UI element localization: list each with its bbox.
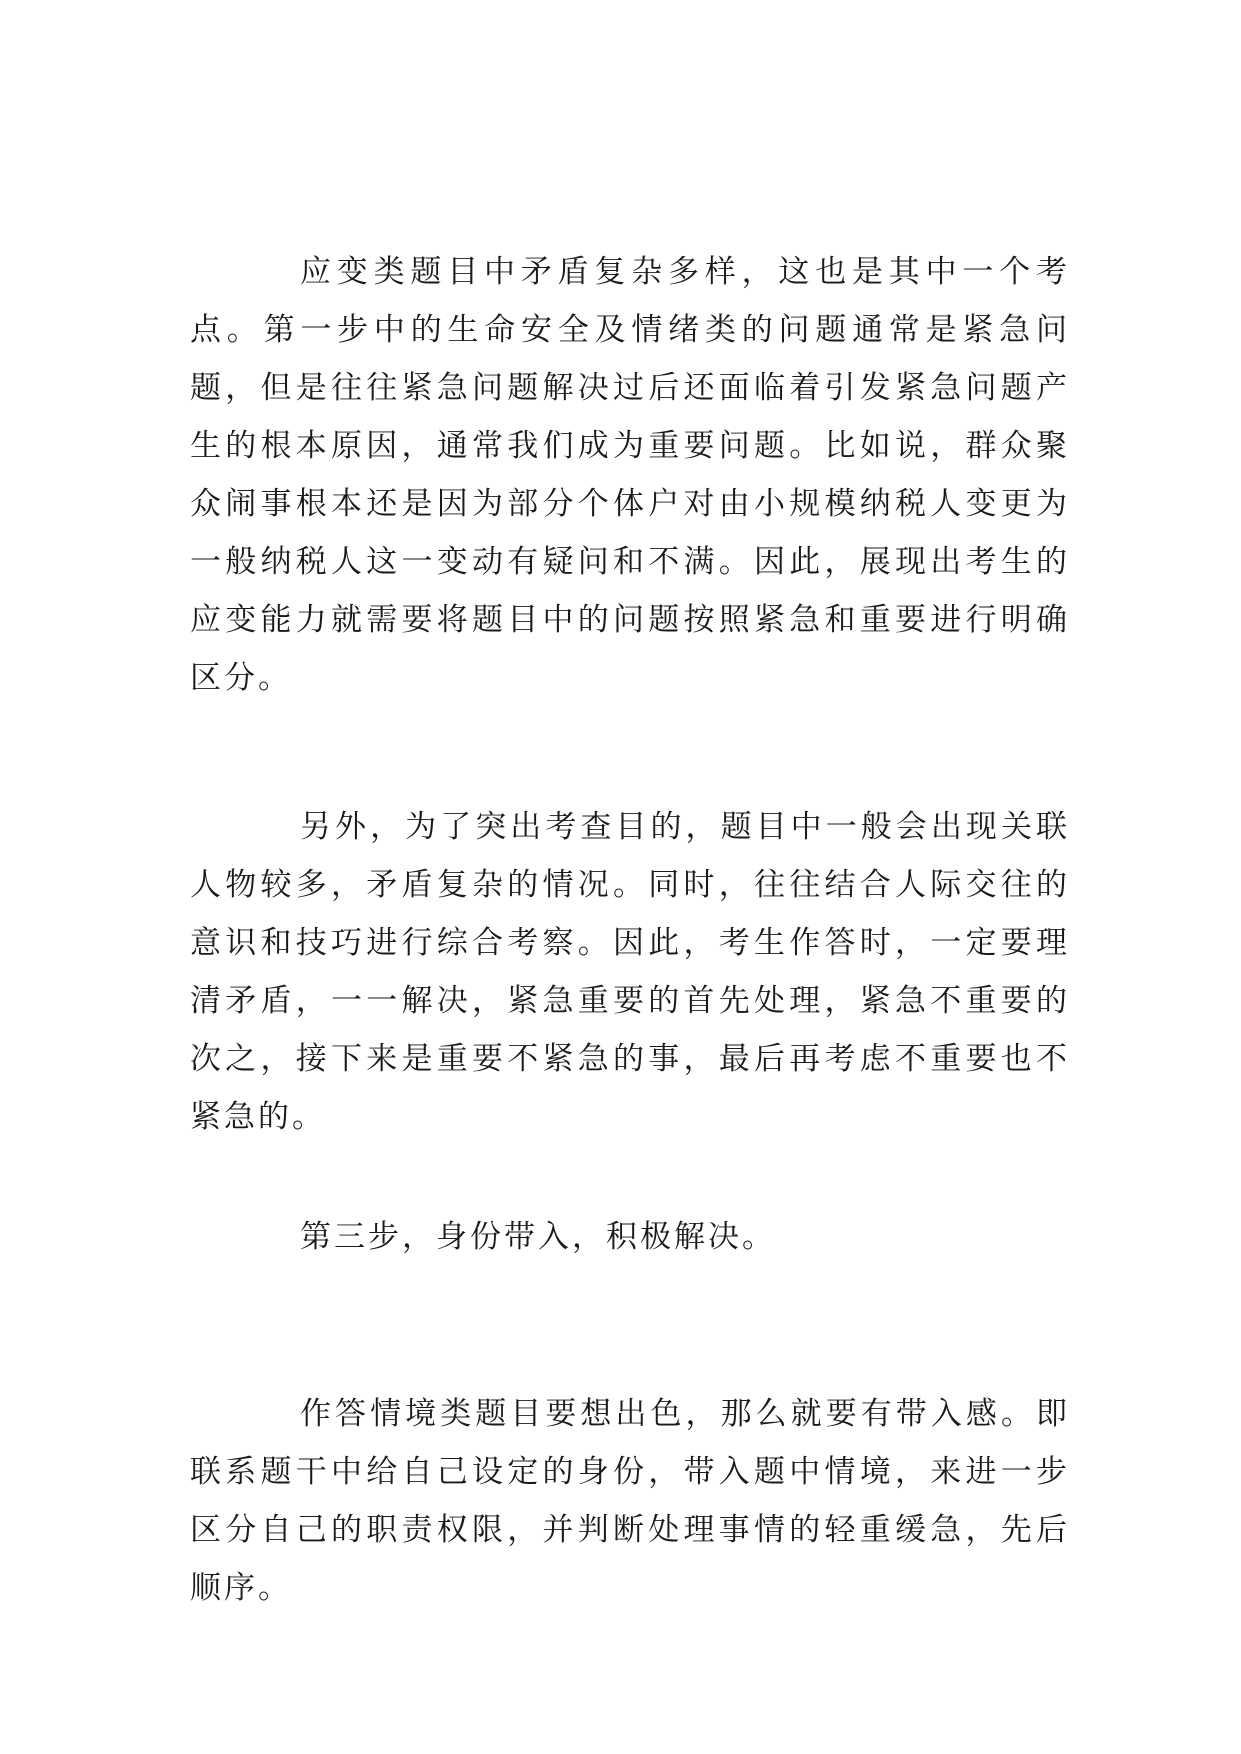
paragraph-role-immersion: 作答情境类题目要想出色，那么就要有带入感。即联系题干中给自己设定的身份，带入题中情境，来进一步区分自己的职责权限，并判断处理事情的轻重缓急，先后顺序。 <box>190 1396 1070 1606</box>
section-heading-step-three: 第三步，身份带入，积极解决。 <box>300 1219 776 1255</box>
paragraph-contradictions: 应变类题目中矛盾复杂多样，这也是其中一个考点。第一步中的生命安全及情绪类的问题通常是紧急问题，但是往往紧急问题解决过后还面临着引发紧急问题产生的根本原因，通常我们成为重要问题。比如说，群众聚众闹事根本还是因为部分个体户对由小规模纳税人变更为一般纳税人这一变动有疑问和不满。因此，展现出考生的应变能力就需要将题目中的问题按照紧急和重要进行明确区分。 <box>190 254 1070 696</box>
paragraph-prioritize: 另外，为了突出考查目的，题目中一般会出现关联人物较多，矛盾复杂的情况。同时，往往结合人际交往的意识和技巧进行综合考察。因此，考生作答时，一定要理清矛盾，一一解决，紧急重要的首先处理，紧急不重要的次之，接下来是重要不紧急的事，最后再考虑不重要也不紧急的。 <box>190 809 1070 1135</box>
